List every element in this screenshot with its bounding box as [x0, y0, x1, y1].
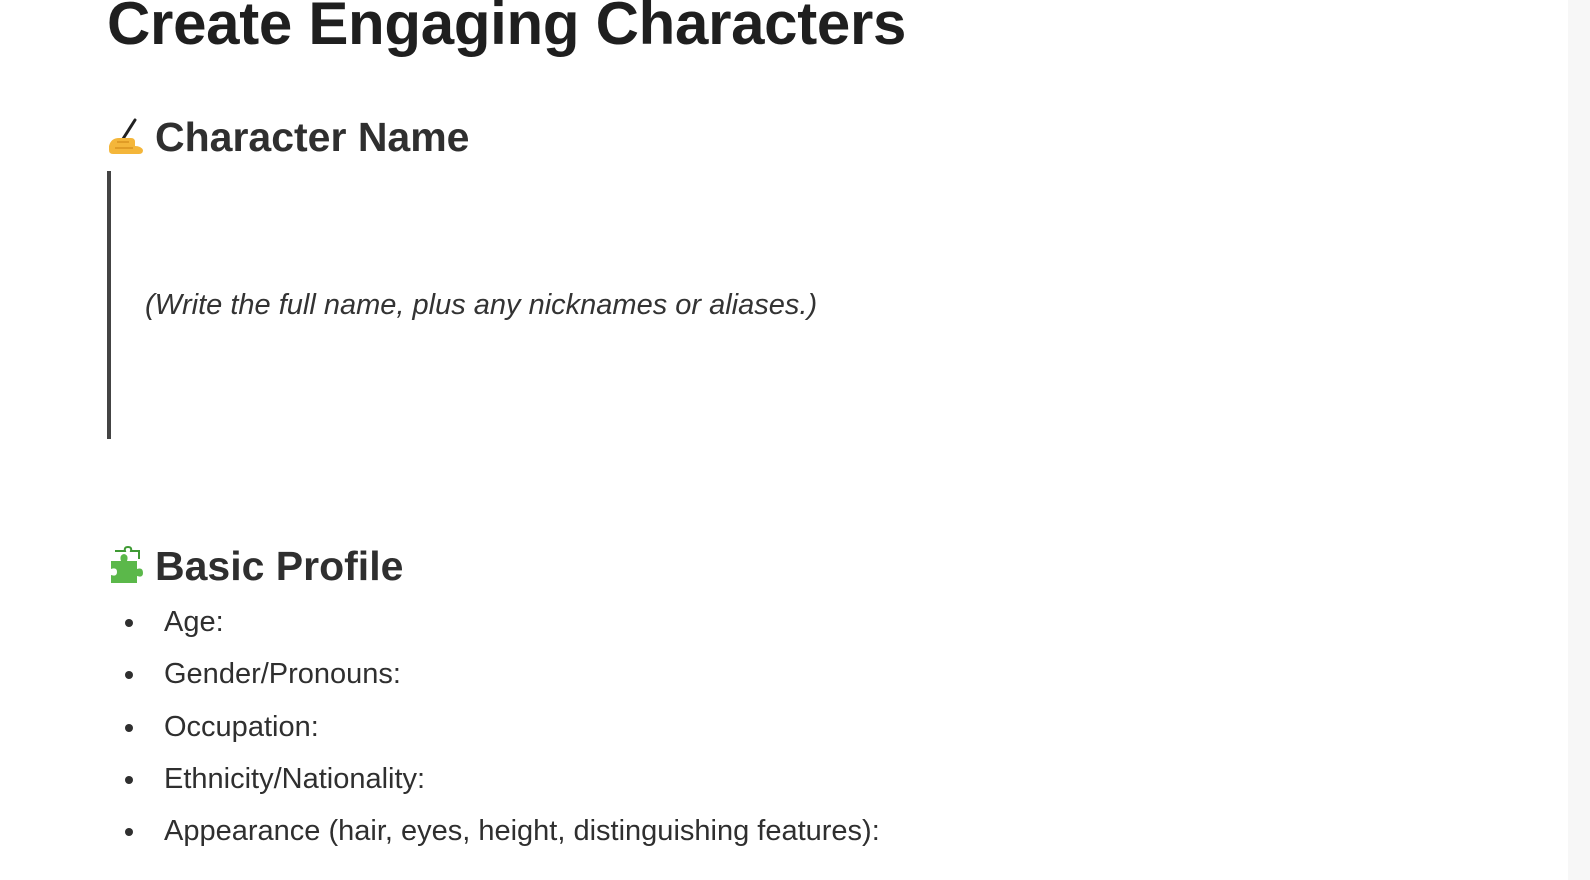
puzzle-piece-icon	[105, 545, 147, 587]
list-item-label: Appearance (hair, eyes, height, distinguishing features):	[164, 815, 880, 848]
section-heading-label: Basic Profile	[155, 543, 404, 589]
bullet-icon	[125, 619, 133, 627]
bullet-icon	[125, 776, 133, 784]
quote-block[interactable]	[107, 171, 1107, 439]
list-item-label: Age:	[164, 606, 224, 638]
bullet-icon	[125, 671, 133, 679]
bullet-icon	[125, 828, 133, 836]
quote-text[interactable]: (Write the full name, plus any nicknames or aliases.)	[145, 289, 818, 321]
page-title[interactable]: Create Engaging Characters	[107, 0, 907, 57]
list-item-label: Ethnicity/Nationality:	[164, 762, 426, 795]
writing-hand-icon	[105, 116, 147, 158]
list-item-label: Gender/Pronouns:	[164, 658, 401, 691]
bullet-icon	[125, 724, 133, 732]
scrollbar-track[interactable]	[1568, 0, 1590, 880]
list-item-label: Occupation:	[164, 710, 319, 743]
section-heading-basic-profile[interactable]	[105, 541, 403, 591]
section-heading-character-name[interactable]	[105, 112, 470, 162]
section-heading-label: Character Name	[155, 114, 470, 160]
